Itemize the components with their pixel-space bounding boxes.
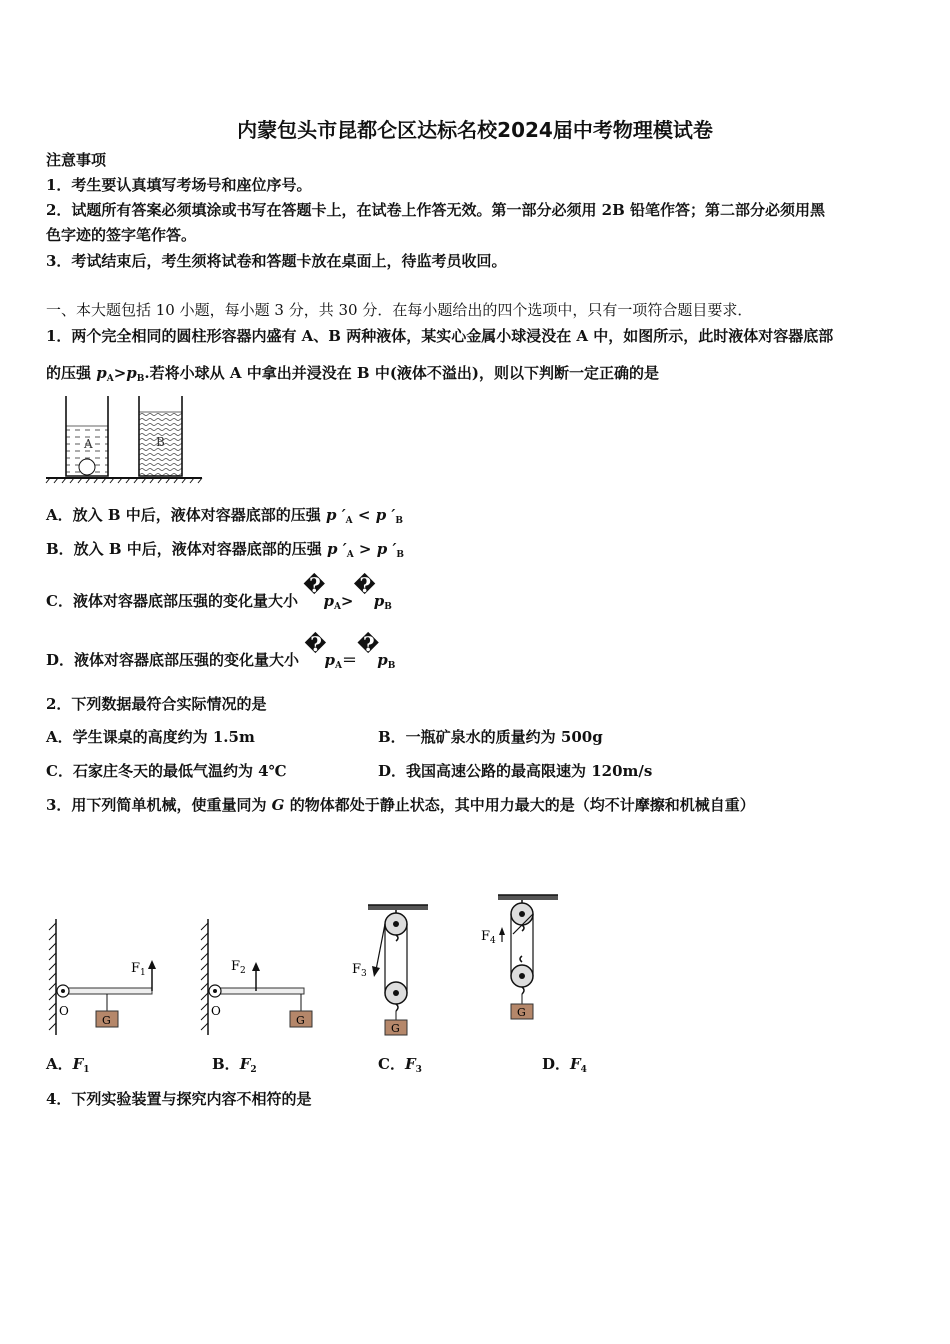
q3-stem: 3．用下列简单机械，使重量同为 G 的物体都处于静止状态，其中用力最大的是（均不计摩擦和机械自重）	[46, 796, 755, 814]
q3-option-b[interactable]: B．$F_2$	[212, 1055, 257, 1075]
q2-option-c[interactable]: C．石家庄冬天的最低气温约为 4℃	[46, 762, 287, 780]
weight-label: G	[102, 1014, 111, 1027]
q1-option-b[interactable]: B．放入 B 中后，液体对容器底部的压强 p $'_A > p$ $'_B$	[46, 540, 405, 560]
q3-option-c[interactable]: C．$F_3$	[378, 1055, 422, 1075]
notice-item-1: 1．考生要认真填写考场号和座位序号。	[46, 176, 312, 194]
q2-stem: 2．下列数据最符合实际情况的是	[46, 695, 267, 713]
q1-stem-line2: 的压强 $p_A>p_B$.若将小球从 A 中拿出并浸没在 B 中(液体不溢出)，则以下判断一定正确的是	[46, 364, 660, 384]
q1-option-d[interactable]: D．液体对容器底部压强的变化量大小 $�p_A=�p_B$	[46, 632, 396, 671]
notice-item-2: 2．试题所有答案必须填涂或书写在答题卡上，在试卷上作答无效。第一部分必须用 2B 铅笔作答；第二部分必须用黑	[46, 201, 826, 219]
q2-option-b[interactable]: B．一瓶矿泉水的质量约为 500g	[378, 728, 603, 746]
container-label-a: A	[84, 437, 93, 451]
container-label-b: B	[156, 435, 165, 449]
fulcrum-label: O	[211, 1004, 221, 1018]
weight-label: G	[391, 1022, 400, 1035]
fulcrum-label: O	[59, 1004, 69, 1018]
metal-ball	[79, 459, 95, 475]
notice-item-2-cont: 色字迹的签字笔作答。	[46, 226, 197, 244]
q1-option-a[interactable]: A．放入 B 中后，液体对容器底部的压强 p $'_A < p$ $'_B$	[46, 506, 403, 526]
q4-stem: 4．下列实验装置与探究内容不相符的是	[46, 1090, 312, 1108]
q1-stem-line1: 1．两个完全相同的圆柱形容器内盛有 A、B 两种液体，某实心金属小球浸没在 A 中，如图所示，此时液体对容器底部	[46, 327, 834, 345]
q3-fig-lever-1	[44, 915, 174, 1040]
q1-containers-figure	[44, 392, 204, 484]
weight-label: G	[296, 1014, 305, 1027]
page-title: 内蒙包头市昆都仑区达标名校2024届中考物理模试卷	[237, 118, 713, 142]
q3-option-a[interactable]: A．$F_1$	[46, 1055, 90, 1075]
notice-heading: 注意事项	[46, 151, 107, 169]
weight-label: G	[517, 1006, 526, 1019]
section-heading: 一、本大题包括 10 小题，每小题 3 分，共 30 分．在每小题给出的四个选项中，只有一项符合题目要求．	[46, 301, 753, 319]
q3-fig-pulley-d	[478, 890, 568, 1030]
q1-option-c[interactable]: C．液体对容器底部压强的变化量大小 $�p_A>�p_B$	[46, 573, 392, 612]
q2-option-a[interactable]: A．学生课桌的高度约为 1.5m	[46, 728, 255, 746]
force-label-f4: $F_4$	[481, 929, 496, 946]
q3-fig-lever-2	[196, 915, 326, 1040]
force-label-f3: $F_3$	[352, 962, 367, 979]
q3-option-d[interactable]: D．$F_4$	[542, 1055, 587, 1075]
force-label-f2: $F_2$	[231, 959, 246, 976]
q3-fig-pulley-c	[348, 900, 438, 1040]
force-label-f1: $F_1$	[131, 961, 146, 978]
notice-item-3: 3．考试结束后，考生须将试卷和答题卡放在桌面上，待监考员收回。	[46, 252, 507, 270]
q2-option-d[interactable]: D．我国高速公路的最高限速为 120m/s	[378, 762, 653, 780]
